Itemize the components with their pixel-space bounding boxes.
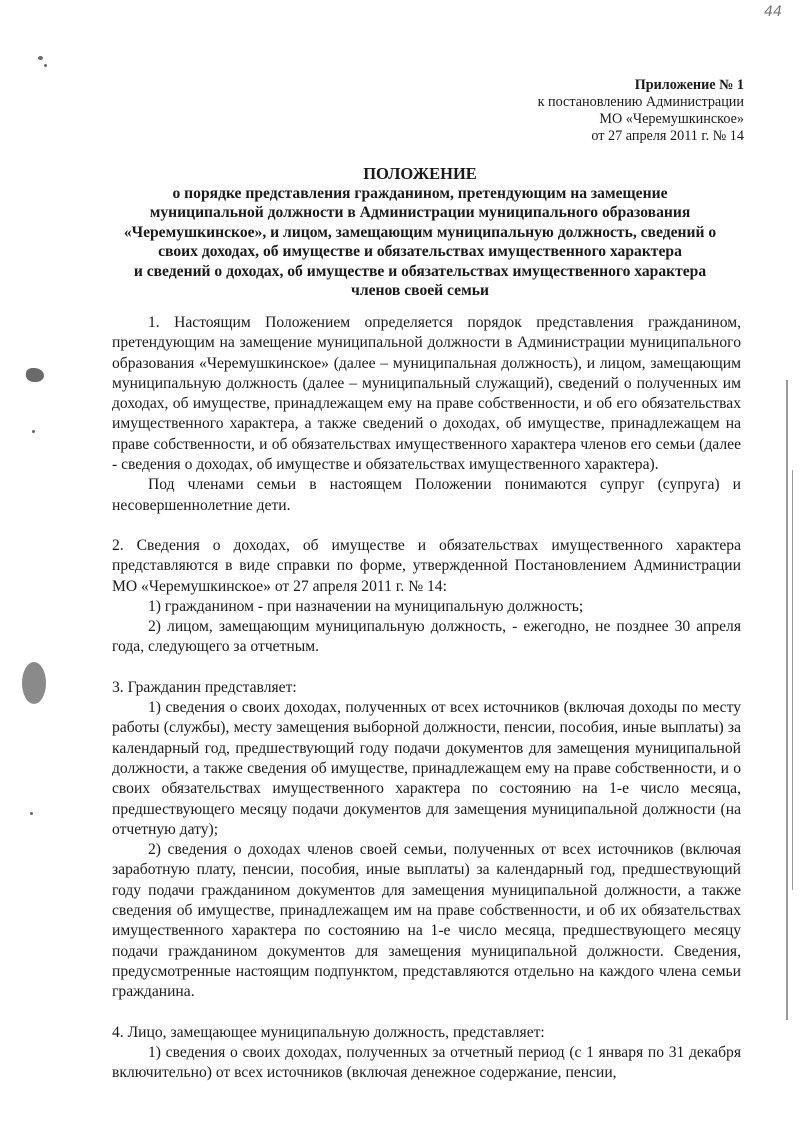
paragraph-3: 3. Гражданин представляет: [112, 678, 297, 696]
paragraph-3-item-2: 2) сведения о доходах членов своей семьи, полученных от всех источников (включая заработную плату, пенсии, пособия, иные выплаты) за календарный год, предшествующий году подачи гражданином документов для замещения муниципальной должности, а также сведения об имуществе, принадлежащем им на праве собственности, и об их обязательствах имущественного характера по состоянию на 1-е число месяца, предшествующего месяцу подачи гражданином документов для замещения муниципальной должности. Сведения, предусмотренные настоящим подпунктом, представляются отдельно на каждого члена семьи гражданина. [112, 841, 741, 1001]
annex-organization: МО «Черемушкинское» [599, 111, 744, 127]
document-title [100, 164, 740, 301]
title-main: ПОЛОЖЕНИЕ [363, 164, 477, 183]
paragraph-2: 2. Сведения о доходах, об имуществе и обязательствах имущественного характера представляются в виде справки по форме, утвержденной Постановлением Администрации МО «Черемушкинское» от 27 апреля 2011 г. № 14: [112, 536, 741, 595]
paragraph-2-item-1: 1) гражданином - при назначении на муниципальную должность; [148, 597, 584, 615]
title-line: и сведений о доходах, об имуществе и обязательствах имущественного характера [133, 262, 707, 280]
paragraph-2-item-2: 2) лицом, замещающим муниципальную должность, - ежегодно, не позднее 30 апреля года, следующего за отчетным. [112, 618, 741, 656]
page-number: 44 [764, 4, 782, 20]
scan-speck [30, 812, 33, 815]
paragraph-1-family: Под членами семьи в настоящем Положении понимаются супруг (супруга) и несовершеннолетние дети. [112, 476, 741, 514]
title-line: «Черемушкинское», и лицом, замещающим муниципальную должность, сведений о [123, 223, 717, 241]
annex-header [444, 77, 744, 145]
title-line: членов своей семьи [351, 282, 489, 299]
annex-number: Приложение № 1 [634, 77, 744, 93]
annex-reference: к постановлению Администрации [537, 94, 744, 110]
document-body [112, 313, 741, 1083]
scan-speck [38, 56, 43, 60]
paragraph-3-item-1: 1) сведения о своих доходах, полученных от всех источников (включая доходы по месту работы (службы), месту замещения выборной должности, пенсии, пособия, иные выплаты) за календарный год, предшествующий году подачи документов для замещения муниципальной должности, а также сведения об имуществе, принадлежащем ему на праве собственности, и о своих обязательствах имущественного характера по состоянию на 1-е число месяца, предшествующего месяцу подачи документов для замещения муниципальной должности (на отчетную дату); [112, 699, 741, 838]
annex-date: от 27 апреля 2011 г. № 14 [591, 128, 744, 144]
scan-speck [32, 430, 35, 433]
paragraph-4-item-1: 1) сведения о своих доходах, полученных за отчетный период (с 1 января по 31 декабря включительно) от всех источников (включая денежное содержание, пенсии, [112, 1043, 741, 1082]
scan-blot [26, 368, 44, 382]
title-line: о порядке представления гражданином, претендующим на замещение [172, 184, 668, 202]
scan-speck [44, 64, 47, 67]
title-line: муниципальной должности в Администрации муниципального образования [149, 204, 691, 221]
scan-edge-line [786, 380, 788, 1020]
paragraph-4: 4. Лицо, замещающее муниципальную должность, представляет: [112, 1023, 545, 1041]
title-line: своих доходах, об имуществе и обязательствах имущественного характера [158, 243, 682, 260]
punch-hole-mark [22, 662, 46, 704]
paragraph-1: 1. Настоящим Положением определяется порядок представления гражданином, претендующим на замещение муниципальной должности в Администрации муниципального образования «Черемушкинское» (далее – муниципальная должность), и лицом, замещающим муниципальную должность (далее – муниципальный служащий), сведений о полученных им доходах, об имуществе, принадлежащем ему на праве собственности, и об его обязательствах имущественного характера, а также сведений о доходах, об имуществе, принадлежащем на праве собственности, и об обязательствах имущественного характера членов его семьи (далее - сведения о доходах, об имуществе и обязательствах имущественного характера). [112, 314, 741, 474]
scan-edge-line [792, 470, 793, 890]
